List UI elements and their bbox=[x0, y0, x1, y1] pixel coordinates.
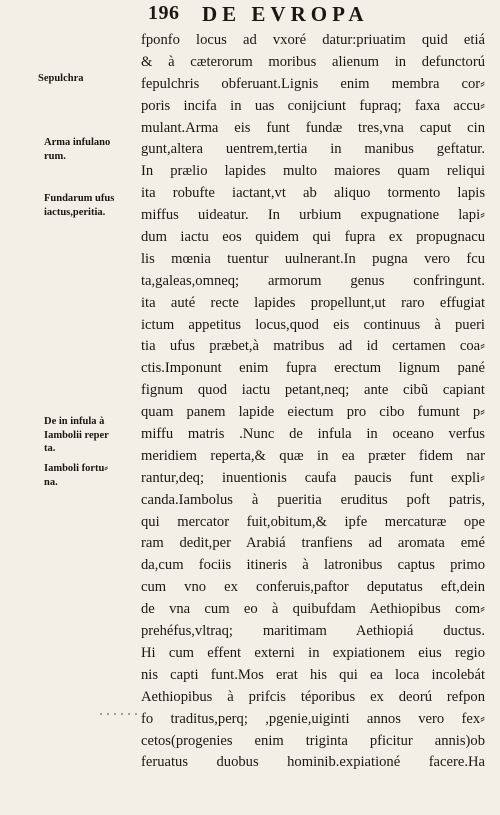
page-header bbox=[148, 2, 468, 28]
text-line: cum vno ex conferuis,paftor deputatus eft,dein bbox=[141, 579, 485, 596]
text-line: ita robufte iactant,vt ab aliquo tormento lapis bbox=[141, 185, 485, 202]
text-line: nis capti funt.Mos erat his qui ea loca incolebát bbox=[141, 666, 485, 683]
page-number: 196 bbox=[148, 2, 180, 24]
text-line: prehéfus,vltraq; maritimam Aethiopiá ductus. bbox=[141, 623, 485, 640]
margin-note-line: Iamboli fortu⸗ bbox=[44, 463, 108, 474]
text-line: fignum quod iactu petant,neq; ante cibũ capiant bbox=[141, 382, 485, 399]
margin-note-line: De in infula à bbox=[44, 416, 105, 427]
text-line: dum iactu eos quidem qui fupra ex propugnacu bbox=[141, 229, 485, 246]
margin-note-fundarum bbox=[44, 192, 114, 219]
ink-specks bbox=[100, 702, 164, 710]
text-line: qui mercator fuit,obitum,& ipfe mercaturæ ope bbox=[141, 513, 485, 530]
main-text-column bbox=[141, 30, 485, 774]
margin-note-sepulchra bbox=[38, 72, 84, 86]
text-line: ta,galeas,omneq; armorum genus confringunt. bbox=[141, 272, 485, 289]
text-line: miffus uideatur. In urbium expugnatione lapi⸗ bbox=[141, 207, 485, 224]
text-line: canda.Iambolus à pueritia eruditus poft patris, bbox=[141, 491, 485, 508]
text-line: Hi cum effent externi in expiationem eius regio bbox=[141, 644, 485, 661]
margin-note-line: iactus,peritia. bbox=[44, 206, 106, 218]
text-line: cetos(progenies enim triginta pficitur annis)ob bbox=[141, 732, 485, 749]
text-line: de vna cum eo à quibufdam Aethiopibus com⸗ bbox=[141, 601, 485, 618]
text-line: fepulchris obferuant.Lignis enim membra cor⸗ bbox=[141, 75, 485, 92]
text-line: da,cum fociis itineris à latronibus captus primo bbox=[141, 557, 485, 574]
text-line: ita auté recte lapides propellunt,ut raro effugiat bbox=[141, 294, 485, 311]
text-line: fo traditus,perq; ,pgenie,uiginti annos vero fex⸗ bbox=[141, 710, 485, 727]
text-line: lis mœnia tuentur uulnerant.In pugna vero fcu bbox=[141, 250, 485, 267]
text-line: & à cæterorum moribus alienum in defunctorú bbox=[141, 53, 485, 70]
text-line: miffu matris .Nunc de infula in oceano verfus bbox=[141, 426, 485, 443]
margin-note-line: Fundarum ufus bbox=[44, 193, 115, 204]
text-line: fponfo locus ad vxoré datur:priuatim quid etiá bbox=[141, 32, 485, 48]
margin-note-line: na. bbox=[44, 476, 58, 488]
margin-note-line: Sepulchra bbox=[38, 73, 84, 84]
margin-note-line: Iambolii reper bbox=[44, 429, 109, 441]
margin-note-line: rum. bbox=[44, 150, 66, 162]
running-title: DE EVROPA bbox=[202, 2, 369, 26]
text-line: mulant.Arma eis funt fundæ tres,vna caput cin bbox=[141, 119, 485, 136]
margin-note-arma bbox=[44, 136, 110, 163]
text-line: In prælio lapides multo maiores quam reliqui bbox=[141, 163, 485, 180]
margin-note-insula bbox=[44, 415, 109, 456]
margin-note-iamboli bbox=[44, 462, 108, 489]
text-line: tia ufus præbet,à matribus ad id certamen coa⸗ bbox=[141, 338, 485, 355]
text-line: meridiem reperta,& quæ in ea præter fidem nar bbox=[141, 447, 485, 464]
margin-note-line: ta. bbox=[44, 443, 56, 454]
margin-note-line: Arma infulano bbox=[44, 137, 111, 148]
text-line: gunt,altera uentrem,tertia in manibus geftatur. bbox=[141, 141, 485, 158]
text-line: quam panem lapide eiectum pro cibo fumunt p⸗ bbox=[141, 404, 485, 421]
text-line: ram dedit,per Arabiá tranfiens ad aromata emé bbox=[141, 535, 485, 552]
text-line: poris incifa in uas conijciunt fupraq; faxa accu⸗ bbox=[141, 97, 485, 114]
text-line: ictum appetitus locus,quod eis continuus à pueri bbox=[141, 316, 485, 333]
text-line: Aethiopibus à prifcis téporibus ex deorú refpon bbox=[141, 688, 485, 705]
text-line: ctis.Imponunt enim fupra erectum lignum pané bbox=[141, 360, 485, 377]
text-line: feruatus duobus hominib.expiationé facere.Ha bbox=[141, 754, 485, 771]
text-line: rantur,deq; inuentionis caufa paucis funt expli⸗ bbox=[141, 469, 485, 486]
